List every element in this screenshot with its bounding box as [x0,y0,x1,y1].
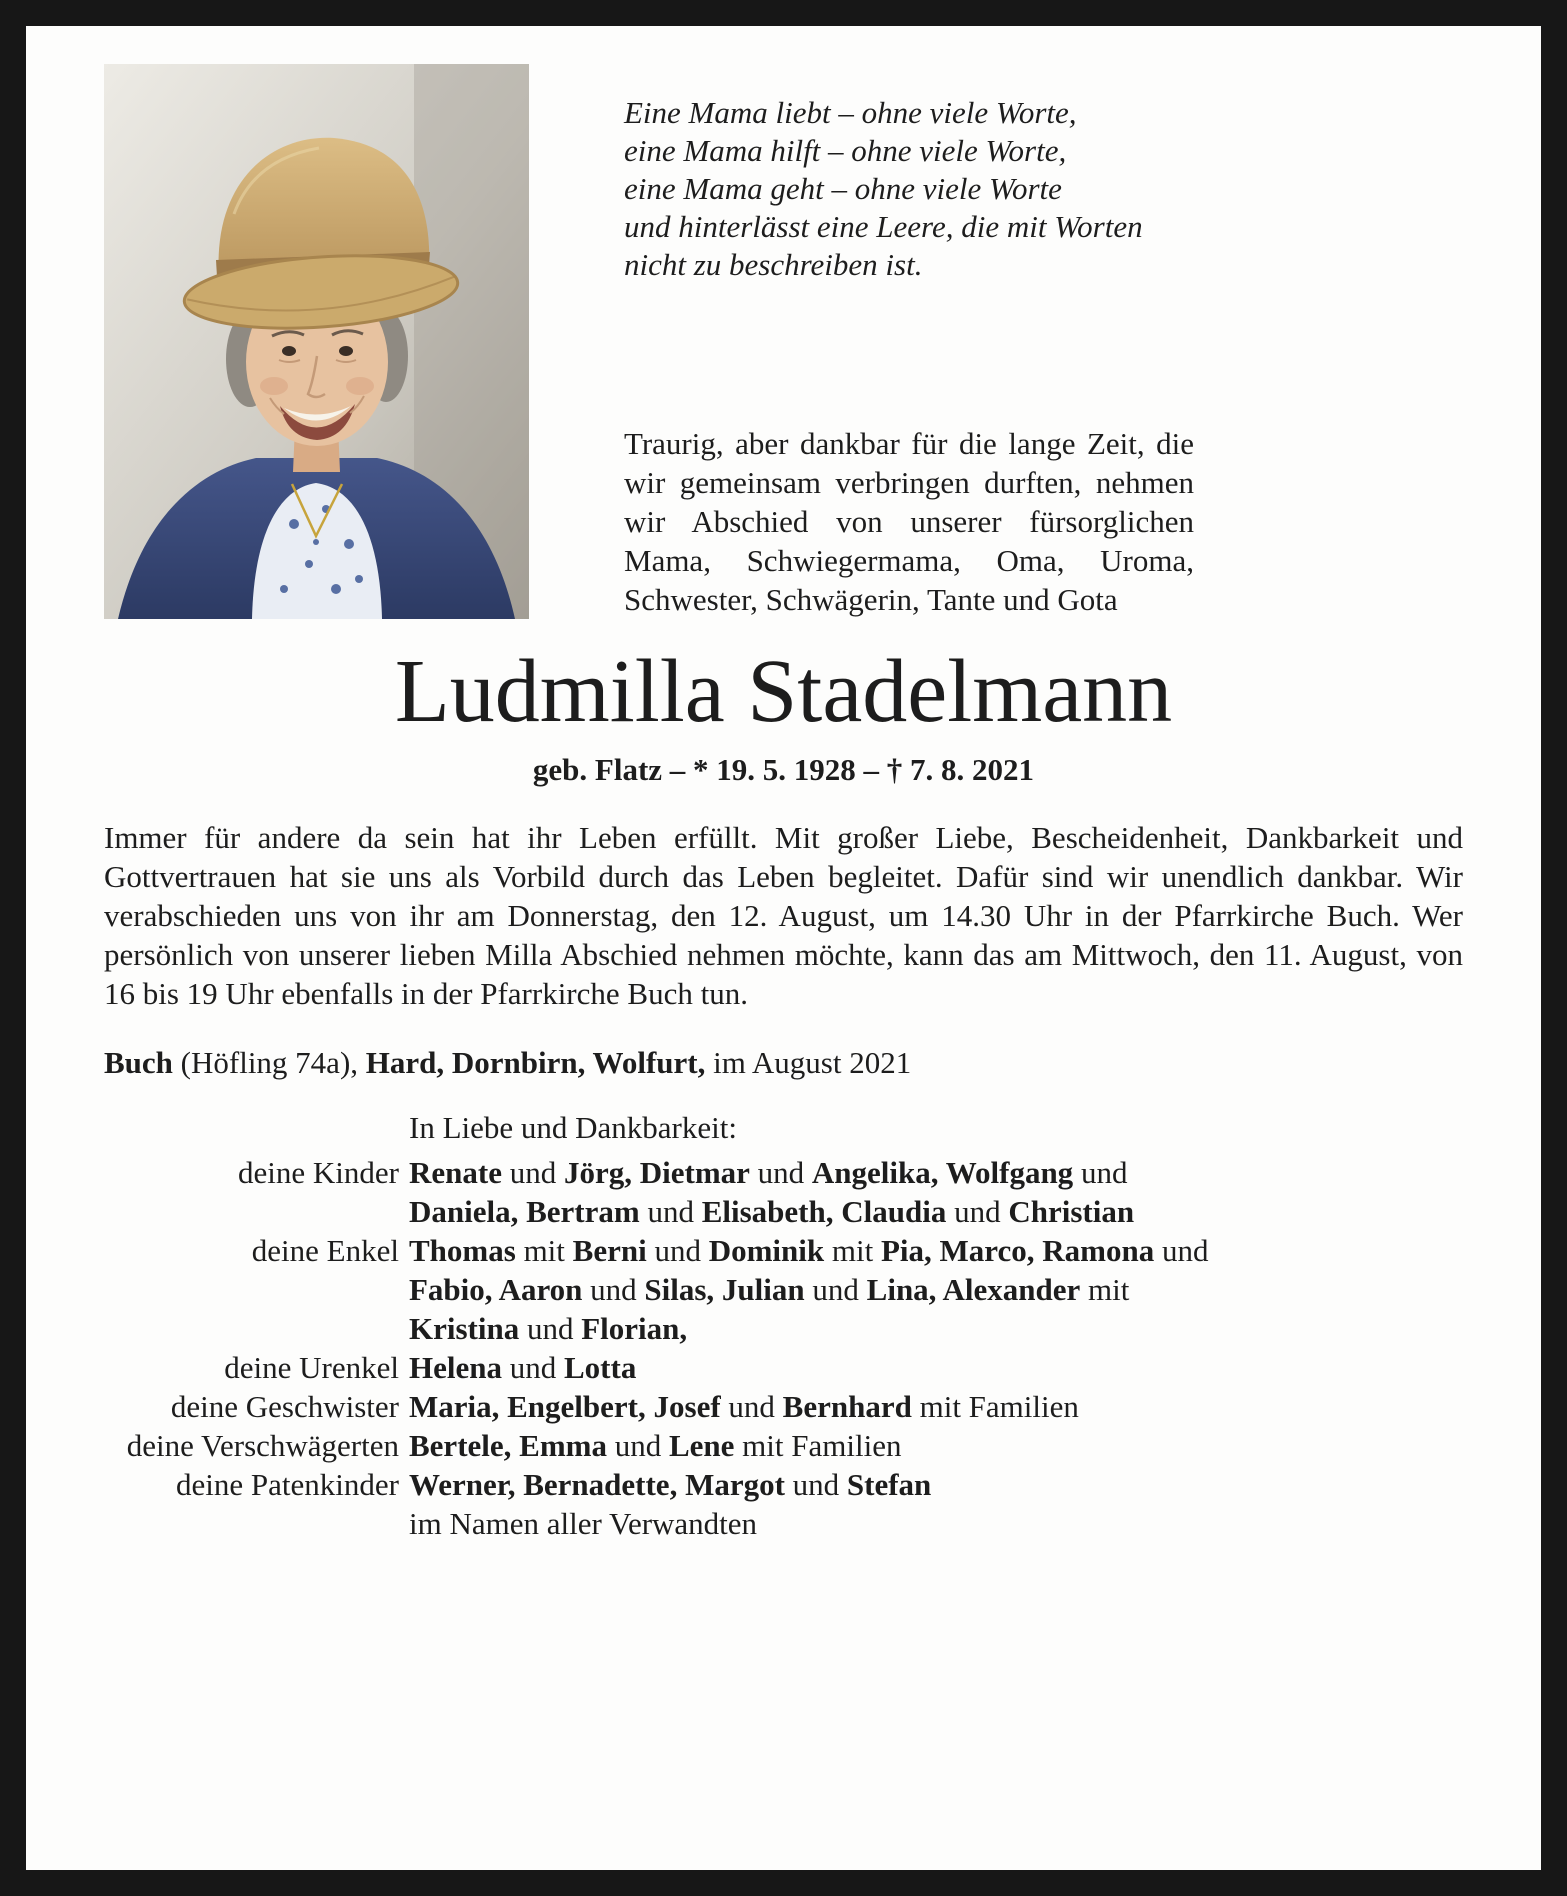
family-names: Bertele, Emma und Lene mit Familien [409,1427,902,1463]
family-names: Renate und Jörg, Dietmar und Angelika, Wolfgang und Daniela, Bertram und Elisabeth, Claudia und Christian [409,1154,1135,1229]
farewell-paragraph: Traurig, aber dankbar für die lange Zeit, die wir gemeinsam verbringen durften, nehmen wir Abschied von unserer fürsorglichen Mama, Schwiegermama, Oma, Uroma, Schwester, Schwägerin, Tante und Gota [624,426,1194,617]
gratitude-heading: In Liebe und Dankbarkeit: [409,1109,737,1145]
family-relation-label: deine Geschwister [170,1388,399,1424]
family-relation-label: deine Urenkel [224,1349,399,1385]
obituary-content [26,26,1541,1543]
poem-line: eine Mama geht – ohne viele Worte [624,171,1062,206]
memorial-poem [624,94,1194,284]
family-row-grandchildren [104,1231,1463,1348]
closing-row [104,1504,1463,1543]
deceased-dates: geb. Flatz – * 19. 5. 1928 – † 7. 8. 2021 [532,751,1035,787]
family-names: Maria, Engelbert, Josef und Bernhard mit Familien [409,1388,1079,1424]
poem-line: und hinterlässt eine Leere, die mit Worten [624,209,1143,244]
family-names: Helena und Lotta [409,1349,637,1385]
obituary-text: Immer für andere da sein hat ihr Leben erfüllt. Mit großer Liebe, Bescheidenheit, Dankbarkeit und Gottvertrauen hat sie uns als Vorbild durch das Leben begleitet. Dafür sind wir unendlich dankbar. Wir verabschieden uns von ihr am Donnerstag, den 12. August, um 14.30 Uhr in der Pfarrkirche Buch. Wer persönlich von unserer lieben Milla Abschied nehmen möchte, kann das am Mittwoch, den 11. August, von 16 bis 19 Uhr ebenfalls in der Pfarrkirche Buch tun. [104,819,1463,1011]
poem-line: Eine Mama liebt – ohne viele Worte, [624,95,1077,130]
family-names: Thomas mit Berni und Dominik mit Pia, Marco, Ramona und Fabio, Aaron und Silas, Julian und Lina, Alexander mit Kristina und Florian, [409,1232,1209,1346]
empty-label-cell [104,1108,399,1147]
top-section [104,64,1463,619]
deceased-name: Ludmilla Stadelmann [394,642,1173,741]
poem-line: nicht zu beschreiben ist. [624,247,923,282]
family-section [104,1108,1463,1543]
gratitude-heading-row [104,1108,1463,1147]
location-line: Buch (Höfling 74a), Hard, Dornbirn, Wolfurt, im August 2021 [104,1044,912,1080]
family-row-godchildren [104,1465,1463,1504]
family-relation-label: deine Enkel [251,1232,399,1268]
family-row-in-laws [104,1426,1463,1465]
closing-line: im Namen aller Verwandten [409,1505,758,1541]
empty-label-cell [104,1504,399,1543]
portrait-photo [104,64,529,619]
family-names: Werner, Bernadette, Margot und Stefan [409,1466,932,1502]
family-row-children [104,1153,1463,1231]
family-row-siblings [104,1387,1463,1426]
family-relation-label: deine Kinder [238,1154,399,1190]
portrait-illustration [104,64,529,619]
intro-column [624,64,1194,619]
family-relation-label: deine Patenkinder [176,1466,399,1502]
poem-line: eine Mama hilft – ohne viele Worte, [624,133,1067,168]
family-relation-label: deine Verschwägerten [126,1427,399,1463]
family-row-great-grandchildren [104,1348,1463,1387]
